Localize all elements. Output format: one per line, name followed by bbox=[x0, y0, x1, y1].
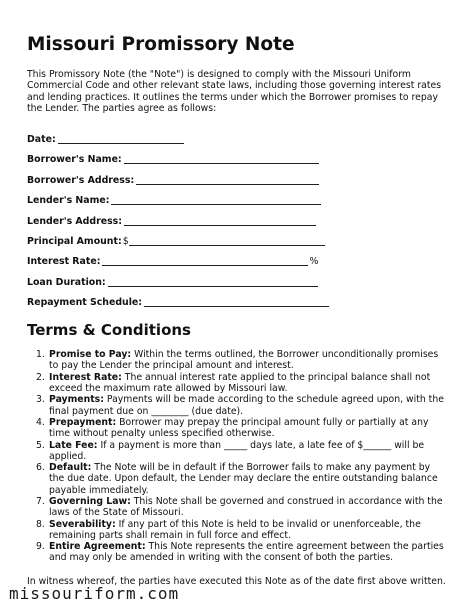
date-input-line[interactable] bbox=[58, 133, 184, 144]
field-label-borrower-name: Borrower's Name: bbox=[27, 154, 122, 166]
document-title: Missouri Promissory Note bbox=[27, 34, 295, 55]
term-number: 6. bbox=[36, 462, 45, 474]
field-label-date: Date: bbox=[27, 134, 56, 146]
list-item bbox=[27, 541, 447, 564]
list-item bbox=[27, 394, 447, 417]
borrower-address-field[interactable] bbox=[27, 165, 447, 185]
term-text: If a payment is more than _____ days late, a late fee of $______ will be applied. bbox=[49, 439, 425, 462]
lender-name-input-line[interactable] bbox=[111, 194, 321, 205]
term-number: 7. bbox=[36, 496, 45, 507]
field-label-loan-duration: Loan Duration: bbox=[27, 276, 106, 288]
term-number: 3. bbox=[36, 394, 45, 406]
term-title: Governing Law: bbox=[49, 496, 131, 507]
lender-name-field[interactable] bbox=[27, 186, 447, 206]
list-item bbox=[27, 349, 447, 372]
term-title: Entire Agreement: bbox=[49, 541, 146, 553]
field-label-lender-name: Lender's Name: bbox=[27, 195, 110, 207]
loan-duration-field[interactable] bbox=[27, 267, 447, 287]
interest-rate-input-line[interactable] bbox=[102, 255, 308, 266]
terms-heading: Terms & Conditions bbox=[27, 321, 191, 340]
loan-duration-input-line[interactable] bbox=[108, 276, 318, 287]
term-text: This Note shall be governed and construed in accordance with the laws of the State of Missouri. bbox=[49, 496, 443, 519]
repayment-schedule-field[interactable] bbox=[27, 288, 447, 308]
term-number: 2. bbox=[36, 371, 45, 383]
list-item bbox=[27, 519, 447, 542]
promissory-note-page bbox=[27, 34, 447, 587]
term-text: Payments will be made according to the schedule agreed upon, with the final payment due on ________ (due date). bbox=[49, 394, 444, 417]
term-number: 8. bbox=[36, 518, 45, 530]
field-label-repayment-schedule: Repayment Schedule: bbox=[27, 297, 143, 309]
list-item bbox=[27, 372, 447, 395]
lender-address-field[interactable] bbox=[27, 206, 447, 226]
term-number: 1. bbox=[36, 349, 45, 361]
term-title: Late Fee: bbox=[49, 439, 98, 451]
term-text: This Note represents the entire agreement between the parties and may only be amended in writing with the consent of both the parties. bbox=[49, 541, 444, 564]
term-title: Severability: bbox=[49, 518, 116, 530]
list-item bbox=[27, 417, 447, 440]
borrower-address-input-line[interactable] bbox=[136, 174, 319, 185]
lender-address-input-line[interactable] bbox=[124, 215, 316, 226]
term-number: 5. bbox=[36, 439, 45, 451]
term-title: Default: bbox=[49, 462, 92, 474]
field-label-interest-rate: Interest Rate: bbox=[27, 256, 101, 268]
term-text: Borrower may prepay the principal amount fully or partially at any time without penalty unless specified otherwise. bbox=[49, 416, 429, 440]
list-item bbox=[27, 496, 447, 519]
principal-amount-field[interactable] bbox=[27, 227, 447, 247]
field-label-principal-amount: Principal Amount: bbox=[27, 235, 122, 247]
list-item bbox=[27, 440, 447, 463]
currency-prefix: $ bbox=[122, 235, 129, 247]
site-watermark: missouriform.com bbox=[9, 584, 180, 603]
term-title: Interest Rate: bbox=[49, 371, 122, 383]
date-field[interactable] bbox=[27, 125, 447, 145]
term-title: Payments: bbox=[49, 394, 104, 406]
terms-list bbox=[27, 349, 447, 564]
list-item bbox=[27, 462, 447, 496]
term-text: The annual interest rate applied to the principal balance shall not exceed the maximum rate allowed by Missouri law. bbox=[49, 371, 431, 395]
repayment-schedule-input-line[interactable] bbox=[144, 296, 329, 307]
form-fields bbox=[27, 125, 447, 309]
term-text: If any part of this Note is held to be invalid or unenforceable, the remaining parts shall remain in full force and effect. bbox=[49, 518, 421, 541]
principal-amount-input-line[interactable] bbox=[129, 235, 325, 246]
intro-paragraph: This Promissory Note (the "Note") is designed to comply with the Missouri Uniform Commercial Code and other relevant state laws, including those governing interest rates and lending practices. It outlines the terms under which the Borrower promises to repay the Lender. The parties agree as follows: bbox=[27, 69, 442, 115]
term-title: Prepayment: bbox=[49, 416, 117, 428]
term-number: 4. bbox=[36, 416, 45, 428]
percent-suffix: % bbox=[309, 256, 319, 268]
field-label-lender-address: Lender's Address: bbox=[27, 215, 122, 227]
term-number: 9. bbox=[36, 541, 45, 553]
borrower-name-input-line[interactable] bbox=[124, 153, 319, 164]
term-text: The Note will be in default if the Borrower fails to make any payment by the due date. Upon default, the Lender may declare the entire outstanding balance payable immediately. bbox=[49, 462, 438, 496]
borrower-name-field[interactable] bbox=[27, 145, 447, 165]
interest-rate-field[interactable] bbox=[27, 247, 447, 267]
field-label-borrower-address: Borrower's Address: bbox=[27, 174, 135, 186]
term-title: Promise to Pay: bbox=[49, 349, 132, 361]
closing-statement: In witness whereof, the parties have executed this Note as of the date first above written. bbox=[27, 575, 446, 587]
term-text: Within the terms outlined, the Borrower unconditionally promises to pay the Lender the principal amount and interest. bbox=[49, 349, 439, 372]
